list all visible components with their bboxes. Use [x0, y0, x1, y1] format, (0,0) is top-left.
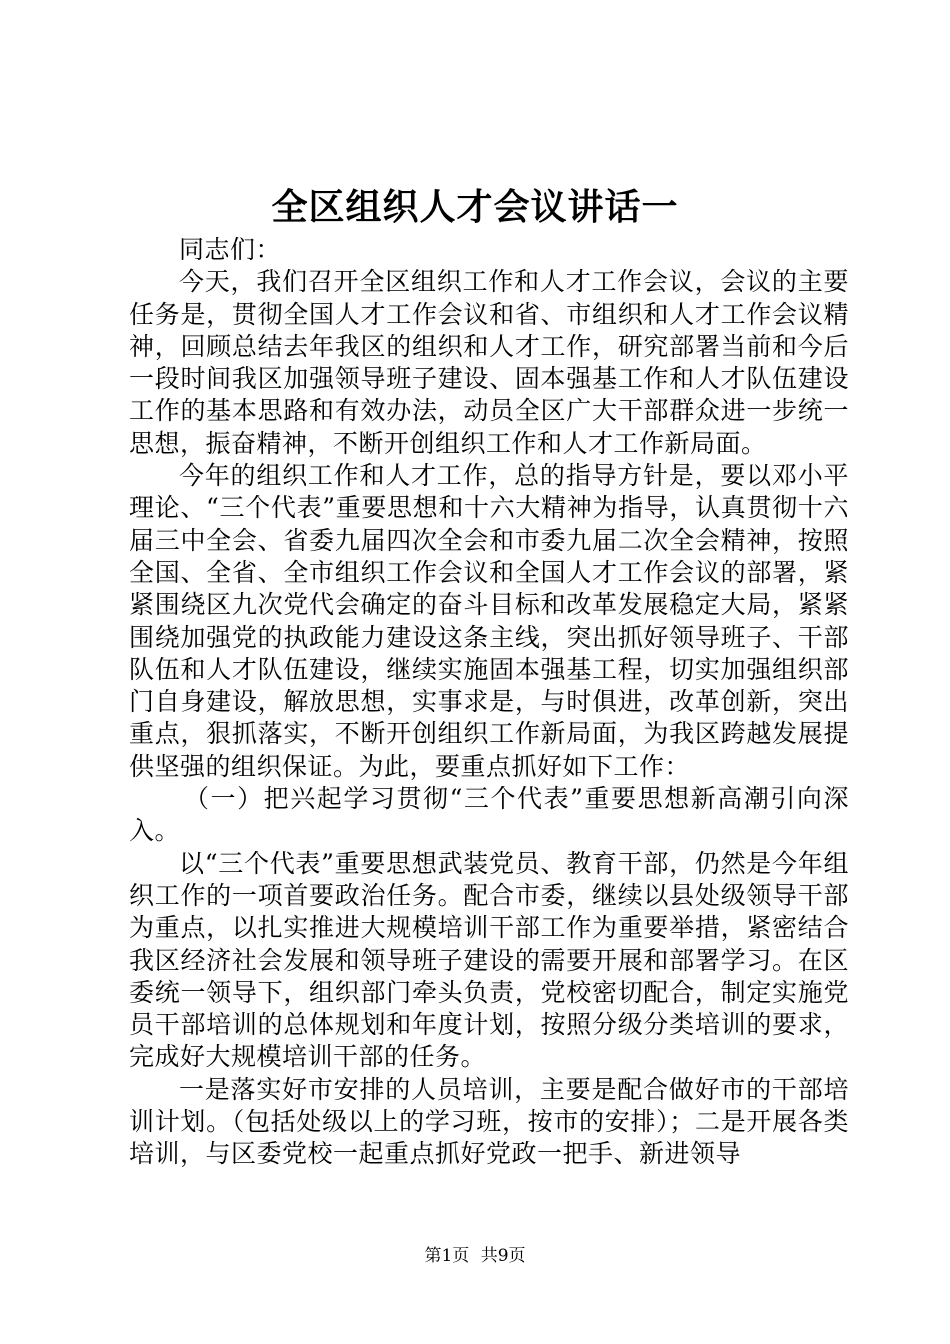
- paragraph-4: 一是落实好市安排的人员培训，主要是配合做好市的干部培训计划。（包括处级以上的学习班，按市的安排）；二是开展各类培训，与区委党校一起重点抓好党政一把手、新进领导: [129, 1074, 849, 1169]
- document-body: [129, 234, 849, 1171]
- section-heading-1: （一）把兴起学习贯彻“三个代表”重要思想新高潮引向深入。: [129, 784, 849, 846]
- document-title: 全区组织人才会议讲话一: [271, 186, 679, 228]
- paragraph-3: 以“三个代表”重要思想武装党员、教育干部，仍然是今年组织工作的一项首要政治任务。配合市委，继续以县处级领导干部为重点，以扎实推进大规模培训干部工作为重要举措，紧密结合我区经济社会发展和领导班子建设的需要开展和部署学习。在区委统一领导下，组织部门牵头负责，党校密切配合，制定实施党员干部培训的总体规划和年度计划，按照分级分类培训的要求，完成好大规模培训干部的任务。: [129, 848, 849, 1072]
- page-number: 第1页: [424, 1246, 470, 1266]
- paragraph-2: 今年的组织工作和人才工作，总的指导方针是，要以邓小平理论、“三个代表”重要思想和十六大精神为指导，认真贯彻十六届三中全会、省委九届四次全会和市委九届二次全会精神，按照全国、全省、全市组织工作会议和全国人才工作会议的部署，紧紧围绕区九次党代会确定的奋斗目标和改革发展稳定大局，紧紧围绕加强党的执政能力建设这条主线，突出抓好领导班子、干部队伍和人才队伍建设，继续实施固本强基工程，切实加强组织部门自身建设，解放思想，实事求是，与时俱进，改革创新，突出重点，狠抓落实，不断开创组织工作新局面，为我区跨越发展提供坚强的组织保证。为此，要重点抓好如下工作：: [129, 461, 849, 781]
- page-total: 共9页: [480, 1246, 526, 1266]
- page-footer: [0, 1245, 950, 1267]
- paragraph-1: 今天，我们召开全区组织工作和人才工作会议，会议的主要任务是，贯彻全国人才工作会议和省、市组织和人才工作会议精神，回顾总结去年我区的组织和人才工作，研究部署当前和今后一段时间我区加强领导班子建设、固本强基工作和人才队伍建设工作的基本思路和有效办法，动员全区广大干部群众进一步统一思想，振奋精神，不断开创组织工作和人才工作新局面。: [129, 267, 849, 458]
- paragraph-salutation: 同志们：: [179, 235, 282, 264]
